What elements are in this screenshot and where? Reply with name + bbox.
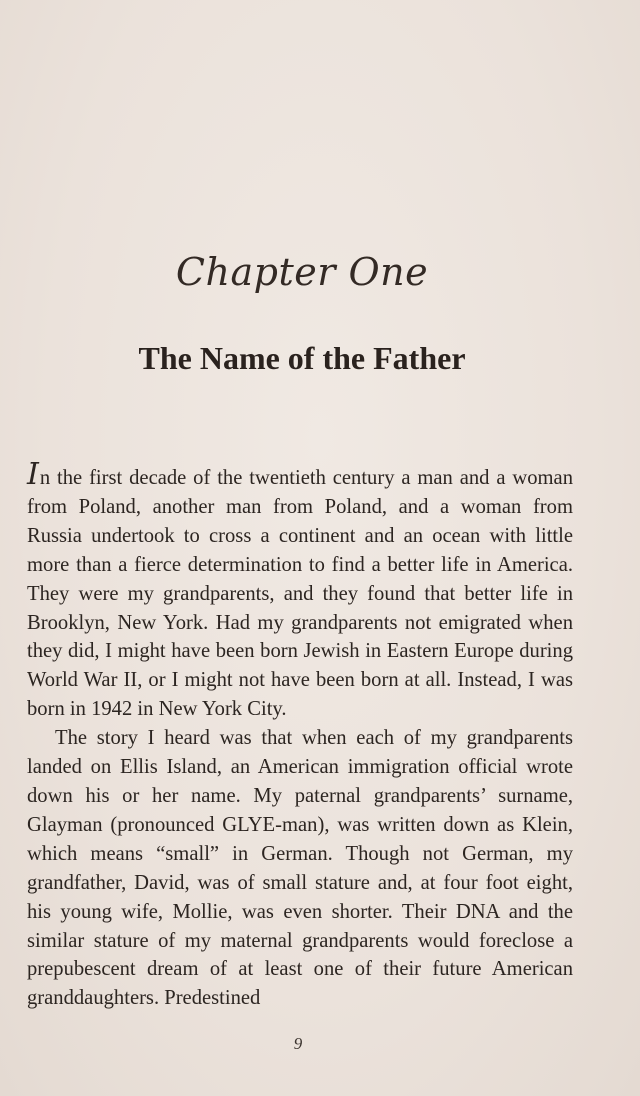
paragraph-1	[27, 457, 573, 724]
drop-cap: I	[27, 457, 39, 492]
body-text	[27, 457, 573, 1013]
chapter-label: Chapter One	[175, 250, 429, 294]
page-number: 9	[293, 1034, 303, 1053]
paragraph-1-text: n the first decade of the twentieth century a man and a woman from Poland, another man from Poland, and a woman from Russia undertook to cross a continent and an ocean with little more than a fierce determination to find a better life in America. They were my grandparents, and they found that better life in Brooklyn, New York. Had my grandparents not emigrated when they did, I might have been born Jewish in Eastern Europe during World War II, or I might not have been born at all. Instead, I was born in 1942 in New York City.	[27, 467, 573, 721]
chapter-title: The Name of the Father	[138, 340, 466, 376]
paragraph-2: The story I heard was that when each of my grandparents landed on Ellis Island, an American immigration official wrote down his or her name. My paternal grandparents’ surname, Glayman (pronounced GLYE-man), was written down as Klein, which means “small” in German. Though not German, my grandfather, David, was of small stature and, at four foot eight, his young wife, Mollie, was even shorter. Their DNA and the similar stature of my maternal grandparents would foreclose a prepubescent dream of at least one of their future American granddaughters. Predestined	[27, 727, 573, 1010]
